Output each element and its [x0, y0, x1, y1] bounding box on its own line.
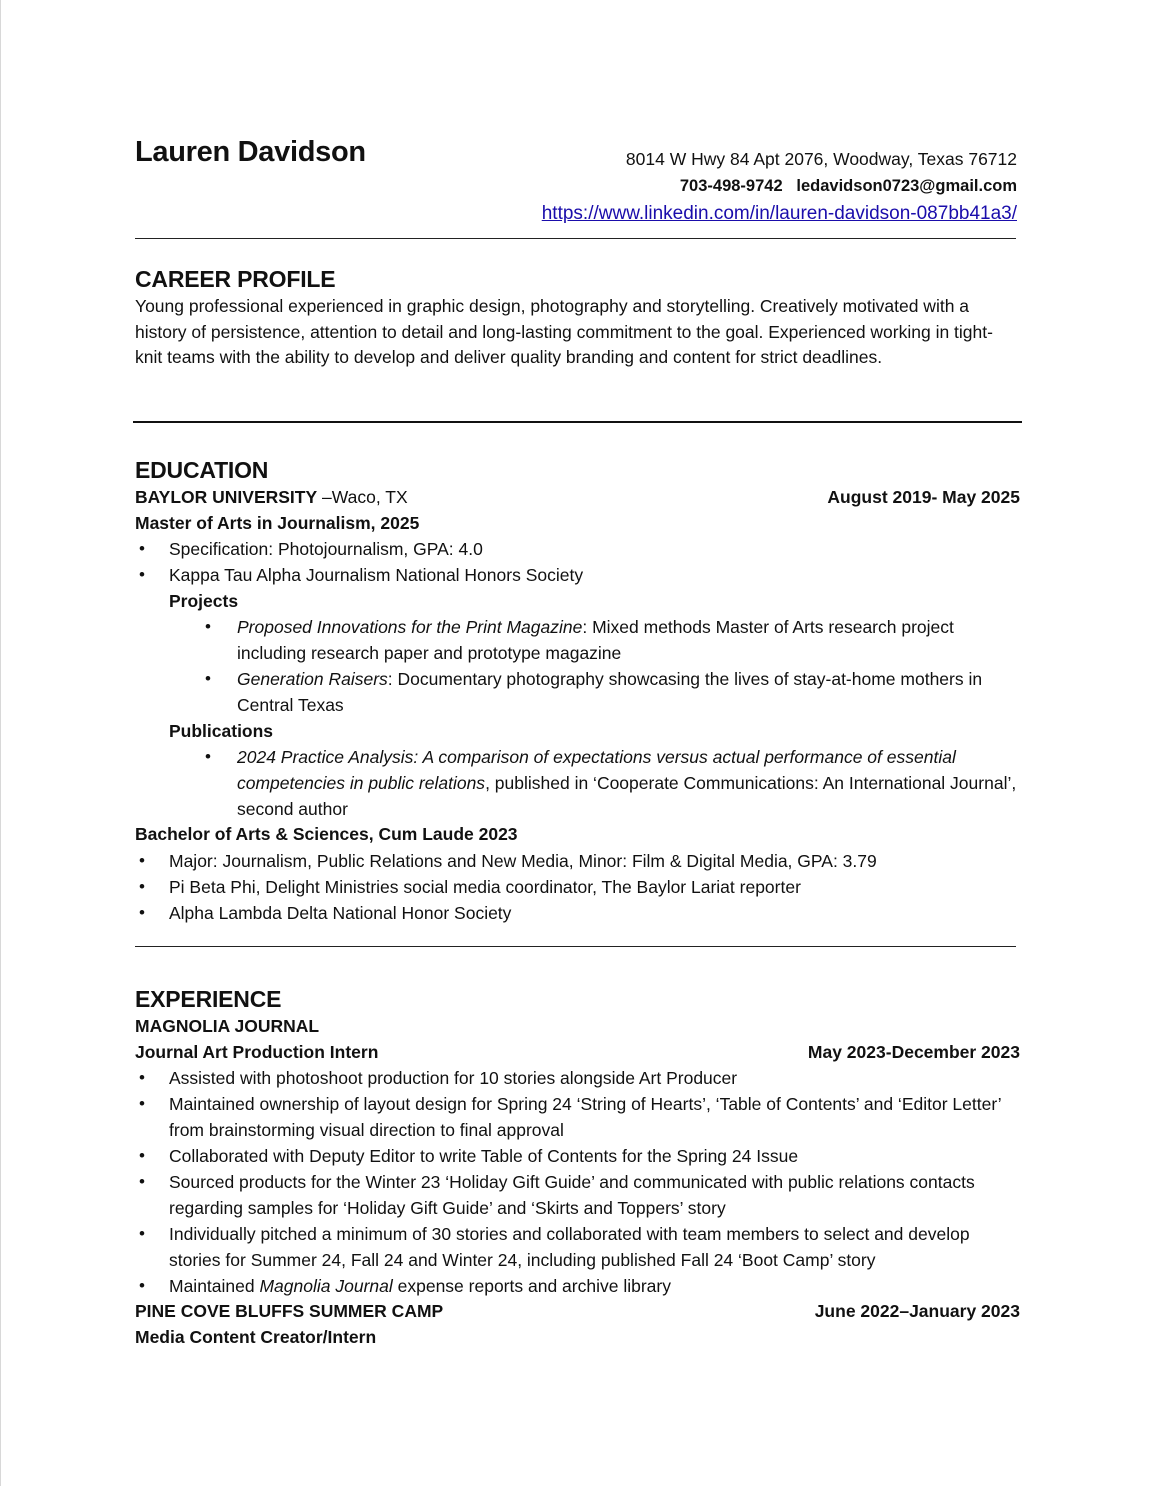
- list-item: • Major: Journalism, Public Relations and New Media, Minor: Film & Digital Media, GPA: 3.79: [135, 848, 1020, 874]
- phone-email-line: [542, 173, 1017, 200]
- job-bullets: [135, 1065, 1020, 1299]
- ba-bullets: [135, 848, 1020, 926]
- list-item: [135, 744, 1020, 822]
- experience-section: [135, 984, 1020, 1350]
- section-title: EXPERIENCE: [135, 986, 282, 1012]
- ma-bullets: [135, 536, 1020, 588]
- list-item: • Specification: Photojournalism, GPA: 4.0: [135, 536, 1020, 562]
- job-org-row: [135, 1299, 1020, 1325]
- linkedin-link[interactable]: https://www.linkedin.com/in/lauren-davidson-087bb41a3/: [541, 203, 1017, 224]
- publication-title: 2024 Practice Analysis: A comparison of expectations versus actual performance of essential competencies in public relations: [237, 747, 956, 793]
- list-item: • Individually pitched a minimum of 30 stories and collaborated with team members to select and develop stories for Summer 24, Fall 24 and Winter 24, including published Fall 24 ‘Boot Camp’ story: [135, 1221, 1020, 1273]
- contact-block: [542, 146, 1017, 227]
- career-profile-section: [135, 264, 1020, 371]
- school-location: –Waco, TX: [317, 487, 408, 507]
- list-item: [135, 1273, 1020, 1299]
- project-title: Generation Raisers: [237, 669, 388, 689]
- list-item: [135, 666, 1020, 718]
- school-name: BAYLOR UNIVERSITY: [135, 487, 318, 507]
- phone: 703-498-9742: [679, 177, 783, 195]
- job-dates: May 2023-December 2023: [807, 1041, 1020, 1062]
- job-org: MAGNOLIA JOURNAL: [135, 1016, 320, 1036]
- education-divider: [135, 946, 1016, 947]
- job-dates: June 2022–January 2023: [814, 1301, 1020, 1321]
- career-divider: [133, 421, 1022, 423]
- list-item: • Maintained ownership of layout design for Spring 24 ‘String of Hearts’, ‘Table of Contents’ and ‘Editor Letter’ from brainstorming visual direction to final approval: [135, 1091, 1020, 1143]
- ba-degree: Bachelor of Arts & Sciences, Cum Laude 2023: [135, 824, 518, 844]
- bullet-text: expense reports and archive library: [392, 1276, 671, 1296]
- list-item: • Sourced products for the Winter 23 ‘Holiday Gift Guide’ and communicated with public relations contacts regarding samples for ‘Holiday Gift Guide’ and ‘Skirts and Toppers’ story: [135, 1169, 1020, 1221]
- job-role: Media Content Creator/Intern: [135, 1326, 377, 1347]
- email: ledavidson0723@gmail.com: [796, 177, 1017, 195]
- publications-list: [135, 744, 1020, 822]
- section-title: EDUCATION: [135, 457, 269, 483]
- list-item: • Pi Beta Phi, Delight Ministries social media coordinator, The Baylor Lariat reporter: [135, 874, 1020, 900]
- project-title: Proposed Innovations for the Print Magazine: [237, 617, 583, 637]
- list-item: • Kappa Tau Alpha Journalism National Honors Society: [135, 562, 1020, 588]
- address: 8014 W Hwy 84 Apt 2076, Woodway, Texas 76712: [625, 149, 1017, 169]
- project-desc: : Documentary photography showcasing the lives of stay-at-home mothers in Central Texas: [237, 669, 983, 715]
- school-dates: August 2019- May 2025: [827, 487, 1020, 507]
- bullet-italic: Magnolia Journal: [259, 1276, 393, 1296]
- list-item: [135, 614, 1020, 666]
- page-edge: [0, 0, 1, 1486]
- bullet-text: Maintained: [169, 1276, 260, 1296]
- job-role-row: [135, 1040, 1020, 1066]
- list-item: • Alpha Lambda Delta National Honor Society: [135, 900, 1020, 926]
- ma-degree: Master of Arts in Journalism, 2025: [135, 512, 420, 533]
- job-role: Journal Art Production Intern: [135, 1041, 379, 1062]
- candidate-name: Lauren Davidson: [135, 136, 366, 168]
- header-divider: [135, 238, 1016, 239]
- projects-label: Projects: [169, 591, 239, 611]
- education-section: [135, 455, 1020, 926]
- list-item: • Collaborated with Deputy Editor to write Table of Contents for the Spring 24 Issue: [135, 1143, 1020, 1169]
- projects-list: [135, 614, 1020, 718]
- publication-desc: , published in ‘Cooperate Communications: An International Journal’, second author: [237, 773, 1017, 819]
- list-item: • Assisted with photoshoot production for 10 stories alongside Art Producer: [135, 1065, 1020, 1091]
- publications-label: Publications: [169, 721, 274, 741]
- career-profile-text: Young professional experienced in graphic design, photography and storytelling. Creatively motivated with a history of persistence, attention to detail and long-lasting commitment to the goal. Experienced working in tight-knit teams with the ability to develop and deliver quality branding and content for strict deadlines.: [135, 296, 993, 367]
- project-desc: : Mixed methods Master of Arts research project including research paper and prototype magazine: [237, 617, 954, 663]
- school-row: [135, 485, 1020, 511]
- job-org: PINE COVE BLUFFS SUMMER CAMP: [135, 1301, 444, 1321]
- section-title: CAREER PROFILE: [135, 266, 336, 292]
